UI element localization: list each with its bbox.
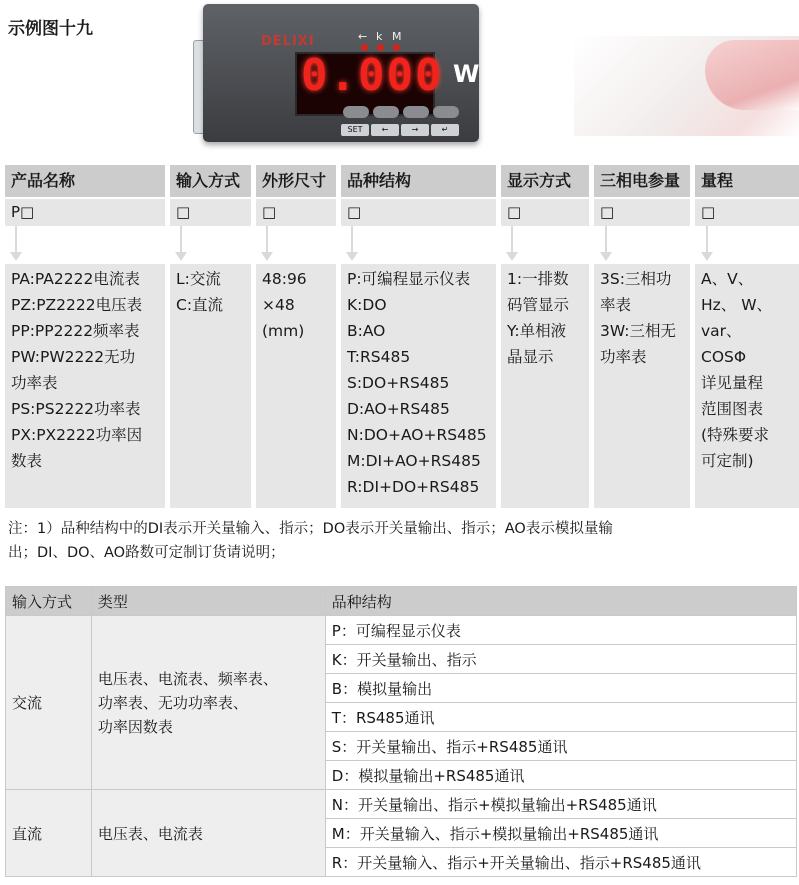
range-item: A、V、 [701,270,754,288]
down-arrow-icon [10,226,22,264]
header-input-mode: 输入方式 [170,165,256,197]
range-list [695,264,799,508]
range-item: 详见量程 [701,374,764,392]
structure-item: P:可编程显示仪表 [347,270,471,288]
background-photo-accent [705,40,799,110]
header-product-name: 产品名称 [5,165,170,197]
column-header-input: 输入方式 [6,587,92,616]
down-arrow-icon [600,226,612,264]
product-item: 数表 [11,452,43,470]
dimension-list [256,264,341,508]
dimension-item: (mm) [262,322,305,340]
three-phase-item: 3S:三相功 [600,270,672,288]
structure-item: R:DI+DO+RS485 [347,478,480,496]
down-arrow-icon [701,226,713,264]
type-ac [91,616,325,790]
header-display: 显示方式 [501,165,594,197]
product-item: PS:PS2222功率表 [11,400,141,418]
down-arrow-icon [506,226,518,264]
product-item: PX:PX2222功率因 [11,426,143,444]
dimension-item: ×48 [262,296,295,314]
down-arrow-icon [261,226,273,264]
table-row [6,616,797,645]
structure-item: M:DI+AO+RS485 [347,452,481,470]
structure-cell: N：开关量输出、指示+模拟量输出+RS485通讯 [325,790,796,819]
button-cap [373,106,399,118]
figure-title: 示例图十九 [8,19,93,39]
type-structure-table [5,586,797,877]
type-line: 电压表、电流表、频率表、 [97,669,278,688]
product-item: PA:PA2222电流表 [11,270,140,288]
range-item: var、 [701,322,742,340]
meter-indicator-m: M [392,30,402,43]
input-dc: 直流 [6,790,92,877]
meter-button-right: → [401,124,429,136]
product-item: PW:PW2222无功 [11,348,136,366]
footnote-line: 出；DI、DO、AO路数可定制订货请说明； [8,545,285,561]
structure-cell: M：开关量输入、指示+模拟量输出+RS485通讯 [325,819,796,848]
structure-cell: D：模拟量输出+RS485通讯 [325,761,796,790]
code-display: □ [501,199,594,226]
header-structure: 品种结构 [341,165,501,197]
type-line: 功率表、无功功率表、 [97,693,248,712]
structure-item: K:DO [347,296,387,314]
column-header-structure: 品种结构 [325,587,796,616]
button-cap [433,106,459,118]
three-phase-item: 3W:三相无 [600,322,677,340]
display-mode-list [501,264,594,508]
range-item: 可定制) [701,452,754,470]
code-three-phase: □ [594,199,695,226]
range-item: 范围图表 [701,400,764,418]
meter-photo [193,0,493,148]
display-mode-item: 码管显示 [507,296,570,314]
code-range: □ [695,199,799,226]
header-dimensions: 外形尺寸 [256,165,341,197]
column-header-type: 类型 [91,587,325,616]
structure-item: N:DO+AO+RS485 [347,426,487,444]
meter-brand-logo: DELIXI [261,34,315,49]
range-item: COSΦ [701,348,747,366]
button-cap [343,106,369,118]
input-ac: 交流 [6,616,92,790]
structure-cell: K：开关量输出、指示 [325,645,796,674]
input-mode-item: C:直流 [176,296,224,314]
product-item: PZ:PZ2222电压表 [11,296,143,314]
structure-cell: R：开关量输入、指示+开关量输出、指示+RS485通讯 [325,848,796,877]
code-product: P□ [5,199,170,226]
structure-cell: T：RS485通讯 [325,703,796,732]
header-range: 量程 [695,165,799,197]
range-item: Hz、 W、 [701,296,773,314]
table-header-row [6,587,797,616]
product-list [5,264,170,508]
structure-list [341,264,501,508]
structure-cell: S：开关量输出、指示+RS485通讯 [325,732,796,761]
structure-item: S:DO+RS485 [347,374,450,392]
header-three-phase: 三相电参量 [594,165,695,197]
three-phase-item: 率表 [600,296,632,314]
down-arrow-icon [175,226,187,264]
structure-cell: B：模拟量输出 [325,674,796,703]
down-arrow-icon [346,226,358,264]
product-item: PP:PP2222频率表 [11,322,140,340]
three-phase-list [594,264,695,508]
input-mode-list [170,264,256,508]
range-item: (特殊要求 [701,426,770,444]
structure-cell: P：可编程显示仪表 [325,616,796,645]
structure-item: D:AO+RS485 [347,400,450,418]
code-input: □ [170,199,256,226]
code-dimensions: □ [256,199,341,226]
footnote [8,517,793,565]
type-dc: 电压表、电流表 [91,790,325,877]
display-mode-item: Y:单相液 [507,322,567,340]
button-cap [403,106,429,118]
arrow-indicator-icon: ← [358,30,368,43]
meter-indicator-k: k [376,30,383,43]
meter-button-enter: ↵ [431,124,459,136]
meter-button-left: ← [371,124,399,136]
table-row [6,790,797,819]
product-item: 功率表 [11,374,58,392]
structure-item: T:RS485 [347,348,411,366]
meter-unit: W [453,60,480,88]
display-mode-item: 1:一排数 [507,270,569,288]
display-mode-item: 晶显示 [507,348,554,366]
meter-button-set: SET [341,124,369,136]
footnote-line: 注：1）品种结构中的DI表示开关量输入、指示；DO表示开关量输出、指示；AO表示模拟量输 [8,521,613,537]
three-phase-item: 功率表 [600,348,647,366]
dimension-item: 48:96 [262,270,307,288]
meter-reading: 0.000 [301,50,444,101]
type-line: 功率因数表 [97,717,173,736]
input-mode-item: L:交流 [176,270,221,288]
structure-item: B:AO [347,322,386,340]
code-structure: □ [341,199,501,226]
